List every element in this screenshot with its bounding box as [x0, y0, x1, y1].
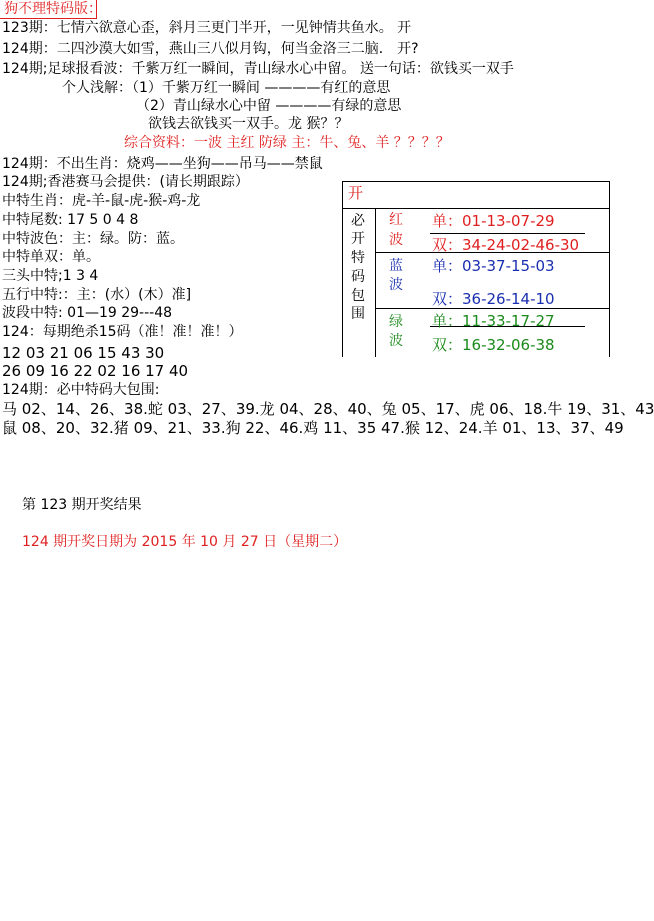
- blue-single-numbers: 单：03-37-15-03: [432, 257, 555, 275]
- line-summary: 综合资料：一波 主红 防绿 主：牛、兔、羊 ？？？？: [124, 135, 450, 151]
- green-double-numbers: 双：16-32-06-38: [432, 336, 555, 354]
- surround-row-1: 马 02、14、26、38.蛇 03、27、39.龙 04、28、40、兔 05、17、虎 06、18.牛 19、31、43: [2, 400, 654, 418]
- line-personal-note-2: （2）青山绿水心中留 ————有绿的意思: [136, 98, 402, 114]
- line-excluded-zodiac: 124期：不出生肖：烧鸡——坐狗——吊马——禁鼠: [2, 156, 323, 172]
- box-side-divider: [375, 208, 376, 357]
- line-124-riddle: 124期：二四沙漠大如雪，燕山三八似月钩，何当金洛三二脑． 开?: [2, 41, 419, 57]
- draw-result-heading: 第 123 期开奖结果: [22, 497, 142, 513]
- line-special-zodiac: 中特生肖：虎-羊-鼠-虎-猴-鸡-龙: [2, 193, 201, 209]
- line-personal-note-1: 个人浅解：（1）千紫万红一瞬间 ————有红的意思: [62, 80, 391, 96]
- green-single-numbers: 单：11-33-17-27: [432, 312, 555, 330]
- box-side-char-3: 特: [351, 250, 365, 266]
- box-side-char-6: 围: [351, 306, 365, 322]
- box-side-char-2: 开: [351, 231, 365, 247]
- line-band: 波段中特: 01—19 29---48: [2, 305, 173, 321]
- line-personal-note-3: 欲钱去欲钱买一双手。龙 猴？？: [148, 116, 349, 132]
- blue-wave-label-2: 波: [389, 277, 403, 293]
- green-wave-label-1: 绿: [389, 314, 403, 330]
- line-special-tail: 中特尾数: 17 5 0 4 8: [2, 212, 139, 228]
- box-side-char-5: 包: [351, 288, 365, 304]
- line-123-riddle: 123期：七情六欲意心歪，斜月三更门半开，一见钟情共鱼水。 开: [2, 20, 412, 36]
- box-side-char-1: 必: [351, 213, 365, 229]
- blue-wave-label-1: 蓝: [389, 258, 403, 274]
- surround-row-2: 鼠 08、20、32.猪 09、21、33.狗 22、46.鸡 11、35 47.猴 12、24.羊 01、13、37、49: [2, 419, 624, 437]
- box-header-divider: [342, 208, 610, 209]
- red-double-numbers: 双：34-24-02-46-30: [432, 236, 580, 254]
- line-football-report: 124期;足球报看波：千紫万红一瞬间，青山绿水心中留。 送一句话：欲钱买一双手: [2, 61, 514, 77]
- line-three-heads: 三头中特;1 3 4: [2, 268, 99, 284]
- box-top-border: [342, 181, 610, 182]
- line-jockey-club: 124期;香港赛马会提供：(请长期跟踪）: [2, 174, 249, 190]
- line-five-elements: 五行中特:：主：(水）(木）准]: [2, 287, 192, 303]
- line-kill-15: 124：每期绝杀15码（准！准！准！）: [2, 324, 243, 340]
- red-single-numbers: 单：01-13-07-29: [432, 212, 555, 230]
- green-wave-label-2: 波: [389, 333, 403, 349]
- line-surround: 124期：必中特码大包围:: [2, 382, 160, 398]
- kill-numbers-row-2: 26 09 16 22 02 16 17 40: [2, 362, 189, 380]
- box-blue-divider: [375, 308, 610, 309]
- box-header-label: 开: [348, 184, 364, 202]
- line-special-color: 中特波色：主：绿。防：蓝。: [2, 231, 184, 247]
- page-title: 狗不理特码版：: [4, 1, 102, 17]
- line-special-odd-even: 中特单双：单。: [2, 249, 100, 265]
- box-side-char-4: 码: [351, 269, 365, 285]
- red-wave-label-2: 波: [389, 232, 403, 248]
- blue-double-numbers: 双：36-26-14-10: [432, 290, 555, 308]
- kill-numbers-row-1: 12 03 21 06 15 43 30: [2, 344, 165, 362]
- next-draw-date: 124 期开奖日期为 2015 年 10 月 27 日（星期二）: [22, 534, 348, 550]
- red-wave-label-1: 红: [389, 212, 403, 228]
- box-red-underline: [430, 233, 585, 234]
